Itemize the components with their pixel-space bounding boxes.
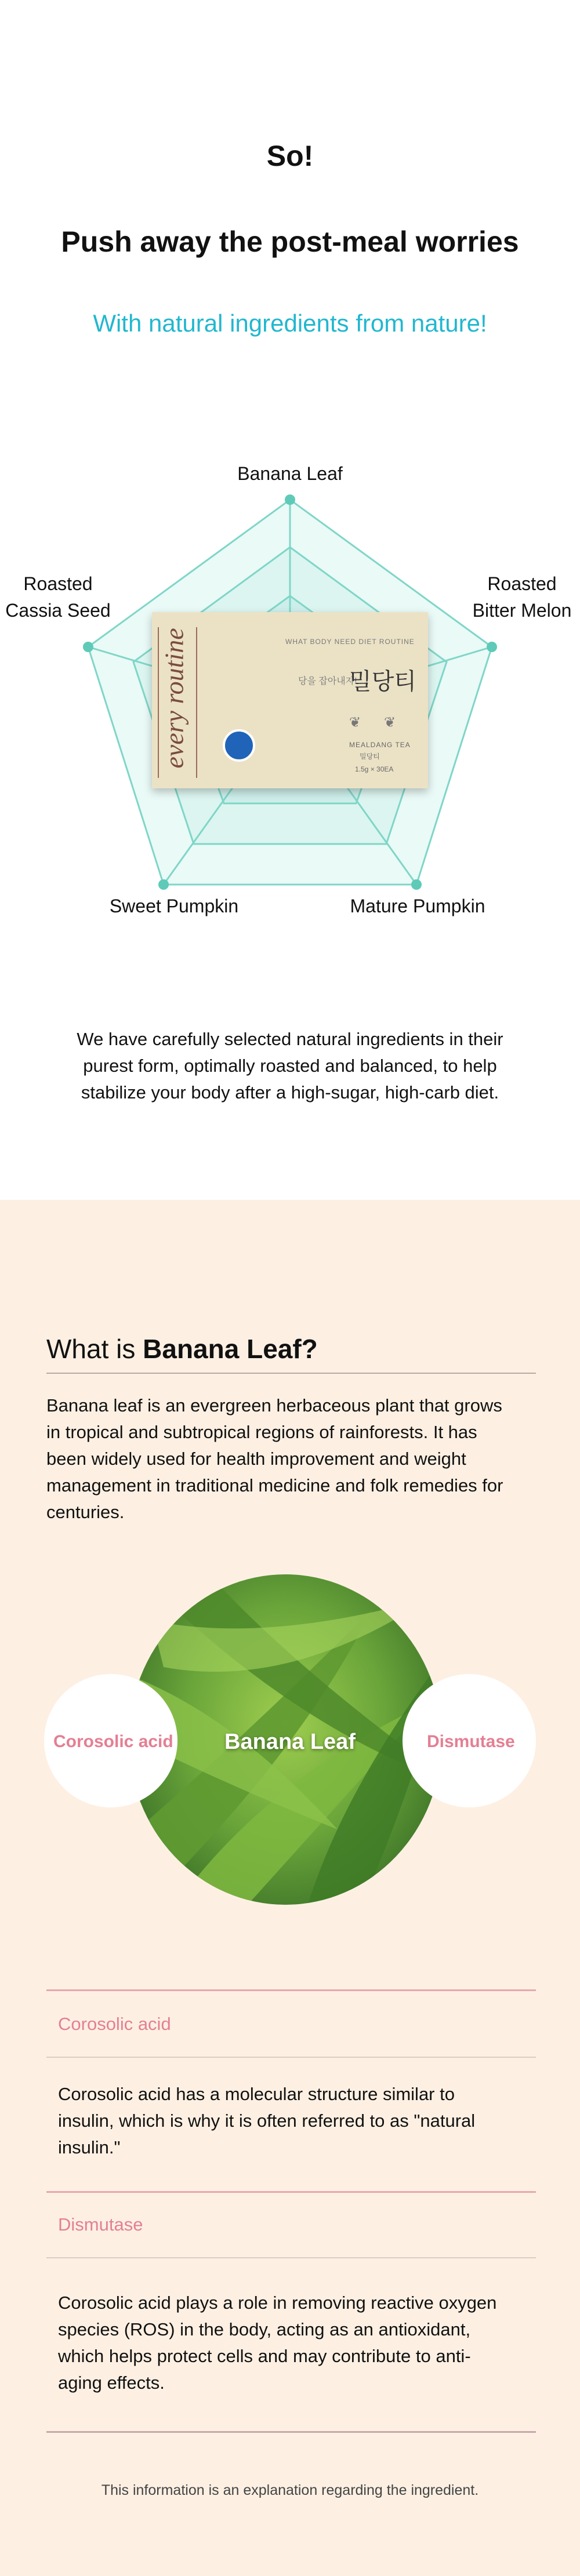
table-top-border bbox=[46, 1989, 536, 1991]
component-name-dismutase: Dismutase bbox=[58, 2214, 143, 2235]
paragraph-line: centuries. bbox=[46, 1502, 125, 1522]
radar-label-cassia-seed-line1: Roasted bbox=[23, 573, 93, 594]
intro-section bbox=[0, 0, 580, 1200]
radar-point-top bbox=[285, 494, 295, 505]
paragraph-line: management in traditional medicine and folk remedies for bbox=[46, 1475, 503, 1496]
paragraph-line: been widely used for health improvement and weight bbox=[46, 1449, 466, 1469]
row-divider bbox=[46, 2257, 536, 2258]
package-product-name: 밀당티 bbox=[349, 669, 416, 694]
radar-label-cassia-seed-line2: Cassia Seed bbox=[5, 600, 111, 621]
radar-label-bitter-melon-line2: Bitter Melon bbox=[472, 600, 572, 621]
table-bottom-border bbox=[46, 2431, 536, 2433]
radar-point-right bbox=[487, 642, 497, 652]
description-line: stabilize your body after a high-sugar, high-carb diet. bbox=[81, 1082, 499, 1103]
banana-leaf-paragraph bbox=[46, 1392, 534, 1526]
paragraph-line: Banana leaf is an evergreen herbaceous plant that grows bbox=[46, 1395, 502, 1416]
radar-point-bottom-right bbox=[411, 879, 422, 890]
product-package-image bbox=[152, 612, 428, 788]
corosolic-acid-label: Corosolic acid bbox=[53, 1732, 173, 1751]
paragraph-line: in tropical and subtropical regions of rainforests. It has bbox=[46, 1422, 477, 1442]
component-desc-corosolic bbox=[58, 2081, 522, 2161]
description-line: We have carefully selected natural ingredients in their bbox=[77, 1029, 503, 1049]
component-line: which helps protect cells and may contribute to anti- bbox=[58, 2346, 471, 2366]
radar-point-bottom-left bbox=[158, 879, 169, 890]
component-line: insulin." bbox=[58, 2137, 121, 2157]
package-brand-text: every routine bbox=[159, 628, 189, 769]
package-seal-icon bbox=[223, 729, 255, 762]
footnote: This information is an explanation regarding the ingredient. bbox=[101, 2482, 479, 2498]
component-name-corosolic: Corosolic acid bbox=[58, 2014, 171, 2034]
leaf-icon: ❦ bbox=[384, 715, 396, 730]
dismutase-label: Dismutase bbox=[427, 1732, 515, 1751]
radar-label-sweet-pumpkin: Sweet Pumpkin bbox=[109, 896, 239, 916]
title-prefix: What is bbox=[46, 1334, 143, 1364]
headline: Push away the post-meal worries bbox=[61, 225, 519, 258]
row-divider bbox=[46, 2057, 536, 2058]
subheadline: With natural ingredients from nature! bbox=[93, 310, 487, 337]
title-bold: Banana Leaf? bbox=[143, 1334, 318, 1364]
component-line: Corosolic acid has a molecular structure similar to bbox=[58, 2084, 455, 2104]
component-line: Corosolic acid plays a role in removing reactive oxygen bbox=[58, 2293, 497, 2313]
banana-leaf-center-label: Banana Leaf bbox=[224, 1730, 356, 1754]
radar-point-left bbox=[83, 642, 93, 652]
radar-label-banana-leaf: Banana Leaf bbox=[237, 463, 343, 484]
package-tea-name-ko: 밀당티 bbox=[360, 752, 380, 761]
component-line: aging effects. bbox=[58, 2373, 165, 2393]
package-tagline: 당을 잡아내자! bbox=[298, 676, 357, 686]
package-weight: 1.5g × 30EA bbox=[355, 765, 394, 773]
banana-leaf-title bbox=[46, 1333, 318, 1365]
intro-so: So! bbox=[266, 140, 314, 172]
leaf-icon: ❦ bbox=[349, 715, 361, 730]
component-line: insulin, which is why it is often referred to as "natural bbox=[58, 2111, 476, 2131]
package-small-text: WHAT BODY NEED DIET ROUTINE bbox=[285, 638, 415, 646]
row-divider bbox=[46, 2191, 536, 2193]
description-line: purest form, optimally roasted and balanced, to help bbox=[83, 1056, 497, 1076]
package-tea-name: MEALDANG TEA bbox=[349, 741, 411, 749]
radar-label-mature-pumpkin: Mature Pumpkin bbox=[350, 896, 485, 916]
title-divider bbox=[46, 1373, 536, 1374]
radar-label-bitter-melon-line1: Roasted bbox=[487, 573, 557, 594]
component-desc-dismutase bbox=[58, 2290, 522, 2396]
component-line: species (ROS) in the body, acting as an antioxidant, bbox=[58, 2319, 471, 2339]
ingredient-description bbox=[0, 1026, 580, 1106]
